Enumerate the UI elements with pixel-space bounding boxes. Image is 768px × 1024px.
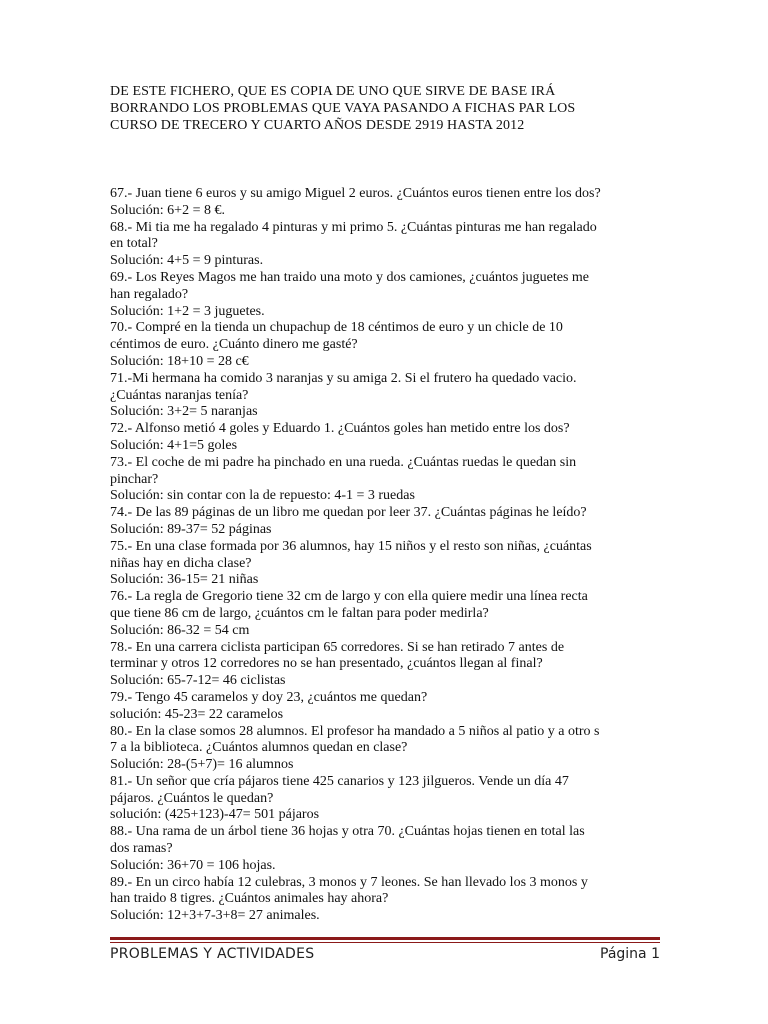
problem-line: Solución: 28-(5+7)= 16 alumnos [110,757,294,773]
problem-line: 81.- Un señor que cría pájaros tiene 425 canarios y 123 jilgueros. Vende un día 47 [110,773,569,789]
header-line: DE ESTE FICHERO, QUE ES COPIA DE UNO QUE SIRVE DE BASE IRÁ [110,84,556,99]
problem-line: 89.- En un circo había 12 culebras, 3 monos y 7 leones. Se han llevado los 3 monos y [110,874,588,890]
problem-line: 70.- Compré en la tienda un chupachup de 18 céntimos de euro y un chicle de 10 [110,320,563,336]
problem-line: en total? [110,236,158,252]
problem-line: Solución: 18+10 = 28 c€ [110,353,249,369]
footer-title: PROBLEMAS Y ACTIVIDADES [110,946,315,962]
problem-line: solución: 45-23= 22 caramelos [110,706,284,722]
problem-line: 88.- Una rama de un árbol tiene 36 hojas y otra 70. ¿Cuántas hojas tienen en total las [110,824,585,840]
problem-line: 7 a la biblioteca. ¿Cuántos alumnos quedan en clase? [110,740,408,756]
problem-line: Solución: 3+2= 5 naranjas [110,404,258,420]
header-line: BORRANDO LOS PROBLEMAS QUE VAYA PASANDO A FICHAS PAR LOS [110,101,576,116]
problem-line: céntimos de euro. ¿Cuánto dinero me gasté? [110,337,358,353]
problem-line: niñas hay en dicha clase? [110,555,252,571]
footer-divider [110,937,660,940]
problem-line: han traido 8 tigres. ¿Cuántos animales hay ahora? [110,891,389,907]
problem-line: solución: (425+123)-47= 501 pájaros [110,807,320,823]
problem-line: terminar y otros 12 corredores no se han presentado, ¿cuántos llegan al final? [110,656,543,672]
footer-divider-thin [110,942,660,943]
problem-line: Solución: 89-37= 52 páginas [110,521,272,537]
problem-line: 67.- Juan tiene 6 euros y su amigo Miguel 2 euros. ¿Cuántos euros tienen entre los dos? [110,186,601,201]
problem-list [110,186,670,925]
problem-line: Solución: 65-7-12= 46 ciclistas [110,673,286,689]
problem-line: Solución: 6+2 = 8 €. [110,202,225,218]
problem-line: 78.- En una carrera ciclista participan 65 corredores. Si se han retirado 7 antes de [110,639,565,655]
problem-line: 75.- En una clase formada por 36 alumnos, hay 15 niños y el resto son niñas, ¿cuántas [110,538,592,554]
problem-line: 73.- El coche de mi padre ha pinchado en una rueda. ¿Cuántas ruedas le quedan sin [110,454,577,470]
header-line: CURSO DE TRECERO Y CUARTO AÑOS DESDE 2919 HASTA 2012 [110,118,525,133]
problem-line: 69.- Los Reyes Magos me han traido una moto y dos camiones, ¿cuántos juguetes me [110,269,590,285]
problem-line: 80.- En la clase somos 28 alumnos. El profesor ha mandado a 5 niños al patio y a otro s [110,723,600,739]
problem-line: han regalado? [110,286,189,302]
problem-line: 76.- La regla de Gregorio tiene 32 cm de largo y con ella quiere medir una línea recta [110,589,588,605]
problem-line: Solución: 4+1=5 goles [110,437,238,453]
problem-line: pájaros. ¿Cuántos le quedan? [110,790,274,806]
problem-line: Solución: 36-15= 21 niñas [110,572,259,588]
problem-line: Solución: 1+2 = 3 juguetes. [110,303,265,319]
problem-line: Solución: 12+3+7-3+8= 27 animales. [110,908,320,924]
problem-line: pinchar? [110,471,159,487]
problem-line: Solución: 86-32 = 54 cm [110,622,250,638]
problem-line: 72.- Alfonso metió 4 goles y Eduardo 1. ¿Cuántos goles han metido entre los dos? [110,421,570,437]
problem-line: 74.- De las 89 páginas de un libro me quedan por leer 37. ¿Cuántas páginas he leído? [110,505,587,521]
problem-line: Solución: sin contar con la de repuesto: 4-1 = 3 ruedas [110,488,415,504]
problem-line: 71.-Mi hermana ha comido 3 naranjas y su amiga 2. Si el frutero ha quedado vacio. [110,370,577,386]
problem-line: Solución: 4+5 = 9 pinturas. [110,253,264,269]
problem-line: ¿Cuántas naranjas tenía? [110,387,249,403]
problem-line: dos ramas? [110,841,173,857]
page-number: Página 1 [600,946,660,962]
document-header [110,83,670,134]
problem-line: que tiene 86 cm de largo, ¿cuántos cm le faltan para poder medirla? [110,605,489,621]
problem-line: 79.- Tengo 45 caramelos y doy 23, ¿cuántos me quedan? [110,689,428,705]
problem-line: 68.- Mi tia me ha regalado 4 pinturas y mi primo 5. ¿Cuántas pinturas me han regalado [110,219,597,235]
problem-line: Solución: 36+70 = 106 hojas. [110,857,276,873]
